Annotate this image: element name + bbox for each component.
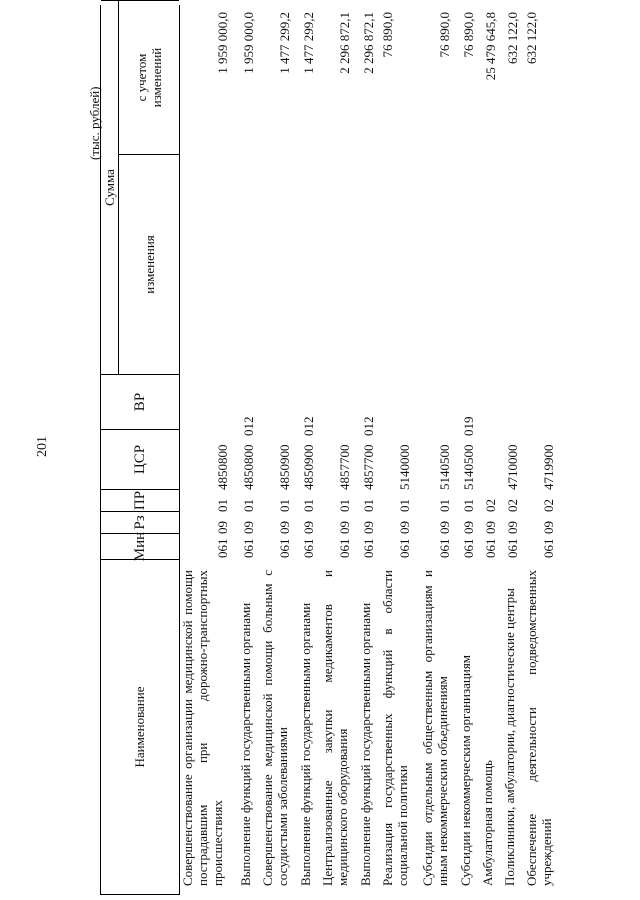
row-pr: 02	[483, 499, 498, 512]
row-min: 061	[461, 538, 476, 558]
row-min: 061	[361, 538, 376, 558]
row-rz: 09	[461, 521, 476, 534]
row-total: 1 477 299,2	[301, 12, 316, 74]
header-rz: Рз	[101, 512, 179, 534]
row-pr: 02	[505, 499, 520, 512]
row-name: Амбулаторная помощь	[480, 760, 495, 886]
row-name: Централизованные закупки медикаментов и медицинского оборудования	[320, 570, 350, 886]
table-row	[260, 0, 292, 900]
table-row	[358, 0, 376, 900]
row-rz: 09	[215, 521, 230, 534]
row-csr: 4857700	[337, 444, 352, 490]
row-rz: 09	[241, 521, 256, 534]
row-total: 632 122,0	[524, 12, 539, 64]
units-label: (тыс. рублей)	[87, 86, 102, 160]
row-vr: 012	[241, 416, 256, 436]
header-with-changes: с учетом изменений	[119, 0, 179, 155]
row-min: 061	[437, 538, 452, 558]
row-name: Выполнение функций государственными органами	[238, 602, 253, 886]
row-total: 76 890,0	[380, 12, 395, 58]
row-csr: 4857700	[361, 444, 376, 490]
table-row	[524, 0, 556, 900]
header-pr: ПР	[101, 490, 179, 512]
row-total: 25 479 645,8	[483, 12, 498, 81]
row-pr: 01	[241, 499, 256, 512]
row-name: Субсидии отдельным общественным организациям и иным некоммерческим объединениям	[420, 570, 450, 886]
table-row	[502, 0, 520, 900]
row-min: 061	[277, 538, 292, 558]
table-row	[380, 0, 412, 900]
row-total: 76 890,0	[461, 12, 476, 58]
header-min: Мин	[101, 534, 179, 560]
header-vr: ВР	[101, 375, 179, 430]
page-number: 201	[35, 436, 50, 457]
header-csr: ЦСР	[101, 430, 179, 490]
row-min: 061	[337, 538, 352, 558]
row-name: Выполнение функций государственными органами	[358, 602, 373, 886]
row-rz: 09	[337, 521, 352, 534]
row-pr: 01	[301, 499, 316, 512]
row-total: 1 477 299,2	[277, 12, 292, 74]
row-vr: 019	[461, 416, 476, 436]
row-pr: 01	[397, 499, 412, 512]
row-rz: 09	[541, 521, 556, 534]
row-pr: 01	[215, 499, 230, 512]
row-name: Субсидии некоммерческим организациям	[458, 654, 473, 886]
row-name: Совершенствование организации медицинской помощи пострадавшим при дорожно-транспортных происшествиях	[180, 570, 225, 886]
table-row	[180, 0, 230, 900]
header-name: Наименование	[101, 560, 179, 895]
table-row	[238, 0, 256, 900]
row-rz: 09	[361, 521, 376, 534]
row-pr: 01	[461, 499, 476, 512]
row-rz: 09	[505, 521, 520, 534]
row-rz: 09	[483, 521, 498, 534]
table-row	[320, 0, 352, 900]
row-total: 1 959 000,0	[215, 12, 230, 74]
row-vr: 012	[361, 416, 376, 436]
row-min: 061	[483, 538, 498, 558]
row-csr: 4850800	[241, 444, 256, 490]
row-pr: 01	[277, 499, 292, 512]
row-vr: 012	[301, 416, 316, 436]
row-pr: 01	[361, 499, 376, 512]
row-csr: 5140500	[461, 444, 476, 490]
table-row	[480, 0, 498, 900]
row-total: 632 122,0	[505, 12, 520, 64]
header-summa: Сумма	[101, 0, 119, 375]
row-pr: 01	[337, 499, 352, 512]
header-changes: изменения	[119, 155, 179, 375]
row-min: 061	[505, 538, 520, 558]
row-min: 061	[241, 538, 256, 558]
row-total: 2 296 872,1	[337, 12, 352, 74]
row-csr: 5140500	[437, 444, 452, 490]
row-csr: 5140000	[397, 444, 412, 490]
row-total: 1 959 000,0	[241, 12, 256, 74]
row-csr: 4850900	[277, 444, 292, 490]
table-row	[458, 0, 476, 900]
row-name: Выполнение функций государственными органами	[298, 602, 313, 886]
row-total: 76 890,0	[437, 12, 452, 58]
row-pr: 02	[541, 499, 556, 512]
row-rz: 09	[277, 521, 292, 534]
row-rz: 09	[437, 521, 452, 534]
row-name: Поликлиники, амбулатории, диагностические центры	[502, 588, 517, 886]
row-name: Реализация государственных функций в области социальной политики	[380, 570, 410, 886]
table-row	[420, 0, 452, 900]
row-rz: 09	[301, 521, 316, 534]
row-pr: 01	[437, 499, 452, 512]
row-csr: 4710000	[505, 444, 520, 490]
row-total: 2 296 872,1	[361, 12, 376, 74]
row-min: 061	[301, 538, 316, 558]
table-header	[100, 5, 180, 895]
row-min: 061	[215, 538, 230, 558]
row-min: 061	[541, 538, 556, 558]
row-name: Обеспечение деятельности подведомственных учреждений	[524, 570, 554, 886]
table-row	[298, 0, 316, 900]
row-csr: 4850800	[215, 444, 230, 490]
row-csr: 4850900	[301, 444, 316, 490]
row-min: 061	[397, 538, 412, 558]
row-rz: 09	[397, 521, 412, 534]
row-name: Совершенствование медицинской помощи больным с сосудистыми заболеваниями	[260, 570, 290, 886]
row-csr: 4719900	[541, 444, 556, 490]
